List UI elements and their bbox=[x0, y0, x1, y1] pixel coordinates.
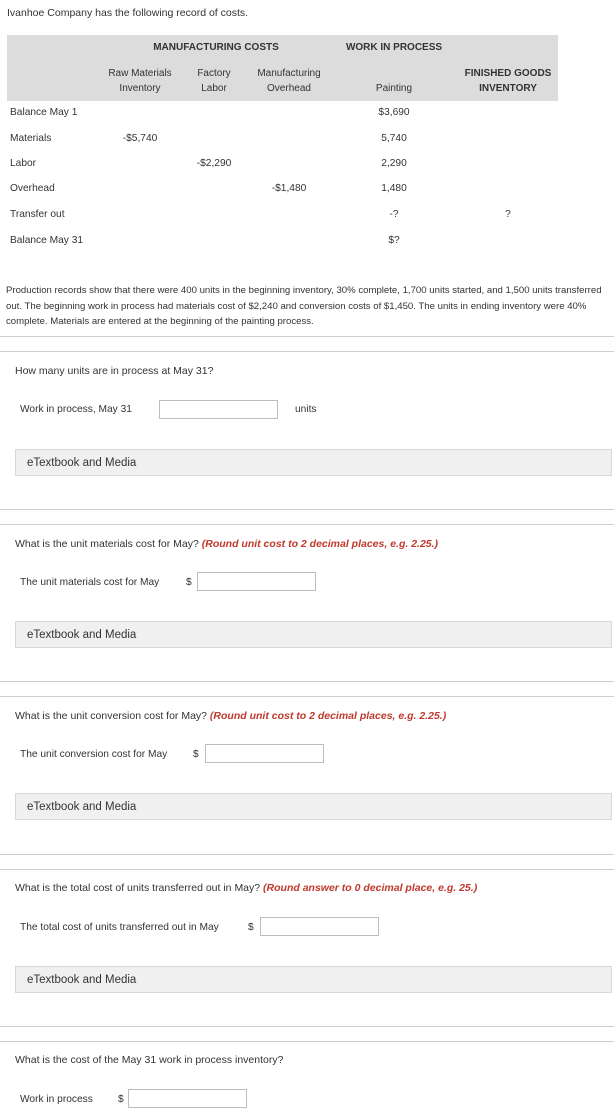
currency-symbol: $ bbox=[186, 577, 192, 588]
etextbook-media-button[interactable]: eTextbook and Media bbox=[15, 793, 612, 820]
question-3 bbox=[15, 710, 446, 722]
production-records-paragraph: Production records show that there were 400 units in the beginning inventory, 30% complete, 1,700 units started, and 1,500 units transferred out. The beginning work in process had materials cost of $2,240 and conversion costs of $1,450. The units in ending inventory were 40% complete. Materials are entered at the beginning of the painting process. bbox=[6, 285, 602, 327]
unit-materials-cost-input[interactable] bbox=[197, 572, 316, 591]
question-2-text: What is the unit materials cost for May? bbox=[15, 538, 199, 550]
col-header-overhead-line2: Overhead bbox=[267, 83, 311, 94]
col-header-mfg-overhead bbox=[248, 66, 330, 96]
divider bbox=[0, 1041, 614, 1042]
divider bbox=[0, 351, 614, 352]
etextbook-media-button[interactable]: eTextbook and Media bbox=[15, 621, 612, 648]
intro-text: Ivanhoe Company has the following record of costs. bbox=[7, 7, 249, 19]
col-header-raw-materials bbox=[100, 66, 180, 96]
etextbook-media-button[interactable]: eTextbook and Media bbox=[15, 449, 612, 476]
wip-units-input[interactable] bbox=[159, 400, 278, 419]
row-label: Overhead bbox=[10, 183, 55, 194]
divider bbox=[0, 509, 614, 510]
divider bbox=[0, 524, 614, 525]
question-2-hint: (Round unit cost to 2 decimal places, e.g. 2.25.) bbox=[201, 538, 439, 550]
question-4-hint: (Round answer to 0 decimal place, e.g. 25.) bbox=[263, 882, 478, 894]
cell-painting: $? bbox=[388, 235, 400, 246]
wip-cost-label: Work in process bbox=[20, 1094, 93, 1105]
row-label: Materials bbox=[10, 133, 52, 144]
divider bbox=[0, 336, 614, 337]
unit-conversion-cost-input[interactable] bbox=[205, 744, 324, 763]
question-4 bbox=[15, 882, 477, 894]
question-4-text: What is the total cost of units transferred out in May? bbox=[15, 882, 261, 894]
divider bbox=[0, 1026, 614, 1027]
cell-raw-materials: -$5,740 bbox=[122, 133, 158, 144]
row-label: Labor bbox=[10, 158, 37, 169]
question-5: What is the cost of the May 31 work in process inventory? bbox=[15, 1054, 284, 1066]
units-label: units bbox=[295, 404, 317, 415]
group-header-wip: WORK IN PROCESS bbox=[345, 42, 443, 53]
col-header-finished-goods bbox=[456, 66, 560, 96]
total-cost-transferred-input[interactable] bbox=[260, 917, 379, 936]
question-2 bbox=[15, 538, 438, 550]
col-header-painting: Painting bbox=[375, 83, 413, 94]
etextbook-media-button[interactable]: eTextbook and Media bbox=[15, 966, 612, 993]
wip-may31-label: Work in process, May 31 bbox=[20, 404, 132, 415]
wip-cost-input[interactable] bbox=[128, 1089, 247, 1108]
cell-painting: 5,740 bbox=[381, 133, 407, 144]
divider bbox=[0, 696, 614, 697]
col-header-fg-line1: FINISHED GOODS bbox=[464, 68, 552, 79]
col-header-labor-line2: Labor bbox=[201, 83, 227, 94]
cell-painting: 1,480 bbox=[381, 183, 407, 194]
col-header-labor-line1: Factory bbox=[197, 68, 231, 79]
currency-symbol: $ bbox=[193, 749, 199, 760]
cell-finished-goods: ? bbox=[505, 209, 511, 220]
divider bbox=[0, 869, 614, 870]
col-header-fg-line2: INVENTORY bbox=[479, 83, 537, 94]
cell-painting: 2,290 bbox=[381, 158, 407, 169]
group-header-manufacturing: MANUFACTURING COSTS bbox=[153, 42, 279, 53]
col-header-raw-line2: Inventory bbox=[119, 83, 161, 94]
divider bbox=[0, 681, 614, 682]
cell-painting: -? bbox=[389, 209, 399, 220]
currency-symbol: $ bbox=[248, 922, 254, 933]
unit-materials-cost-label: The unit materials cost for May bbox=[20, 577, 160, 588]
currency-symbol: $ bbox=[118, 1094, 124, 1105]
cell-factory-labor: -$2,290 bbox=[196, 158, 232, 169]
col-header-factory-labor bbox=[184, 66, 244, 96]
row-label: Transfer out bbox=[10, 209, 65, 220]
cell-painting: $3,690 bbox=[378, 107, 410, 118]
question-3-hint: (Round unit cost to 2 decimal places, e.g. 2.25.) bbox=[209, 710, 447, 722]
question-1: How many units are in process at May 31? bbox=[15, 365, 214, 377]
total-cost-transferred-label: The total cost of units transferred out in May bbox=[20, 922, 219, 933]
row-label: Balance May 31 bbox=[10, 235, 84, 246]
question-3-text: What is the unit conversion cost for May? bbox=[15, 710, 207, 722]
divider bbox=[0, 854, 614, 855]
cell-mfg-overhead: -$1,480 bbox=[271, 183, 307, 194]
col-header-overhead-line1: Manufacturing bbox=[257, 68, 321, 79]
unit-conversion-cost-label: The unit conversion cost for May bbox=[20, 749, 168, 760]
row-label: Balance May 1 bbox=[10, 107, 78, 118]
col-header-raw-line1: Raw Materials bbox=[108, 68, 172, 79]
